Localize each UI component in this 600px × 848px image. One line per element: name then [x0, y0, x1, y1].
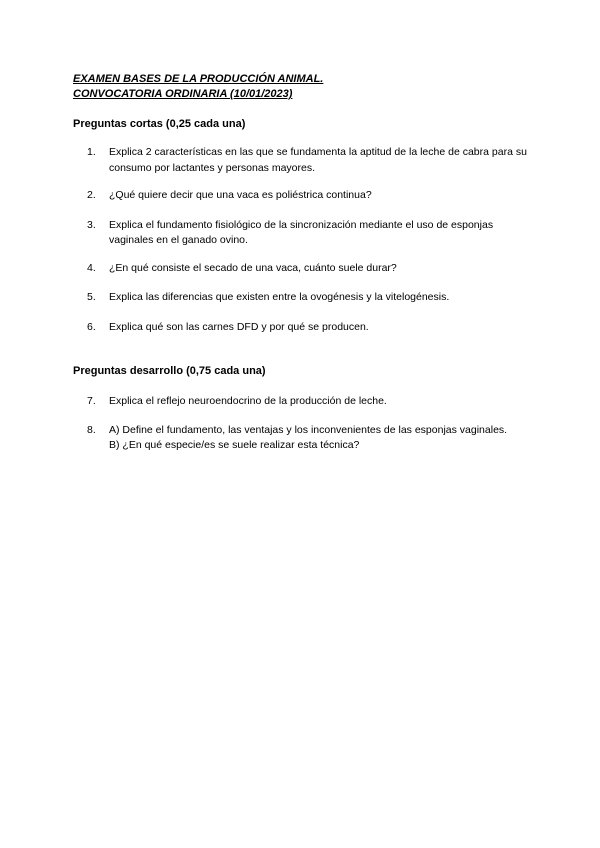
- question-number: 8.: [87, 423, 96, 436]
- question-1: [73, 145, 533, 176]
- question-text: ¿En qué consiste el secado de una vaca, cuánto suele durar?: [109, 261, 397, 274]
- question-text: Explica 2 características en las que se fundamenta la aptitud de la leche de cabra para su consumo por lactantes y personas mayores.: [109, 146, 527, 174]
- question-part-a: A) Define el fundamento, las ventajas y los inconvenientes de las esponjas vaginales.: [109, 423, 508, 436]
- question-number: 2.: [87, 189, 96, 201]
- exam-title-line-2: CONVOCATORIA ORDINARIA (10/01/2023): [73, 88, 293, 100]
- short-questions-list: [73, 145, 533, 335]
- question-3: [73, 218, 533, 249]
- question-number: 4.: [87, 261, 96, 274]
- question-2: [73, 188, 533, 204]
- question-4: [73, 261, 533, 277]
- question-number: 3.: [87, 218, 96, 231]
- question-text: [109, 423, 533, 454]
- question-6: [73, 320, 533, 336]
- question-7: [73, 394, 533, 410]
- question-number: 1.: [87, 146, 96, 158]
- question-text: Explica el fundamento fisiológico de la sincronización mediante el uso de esponjas vaginales en el ganado ovino.: [109, 218, 494, 246]
- question-5: [73, 290, 533, 306]
- short-questions-heading: Preguntas cortas (0,25 cada una): [73, 118, 246, 130]
- long-questions-heading: Preguntas desarrollo (0,75 cada una): [73, 365, 266, 377]
- exam-title: [73, 72, 533, 102]
- question-8: [73, 423, 533, 454]
- question-part-b: B) ¿En qué especie/es se suele realizar esta técnica?: [109, 439, 360, 451]
- question-text: Explica qué son las carnes DFD y por qué se producen.: [109, 320, 369, 333]
- question-number: 6.: [87, 320, 96, 333]
- long-questions-list: [73, 394, 533, 454]
- question-text: ¿Qué quiere decir que una vaca es poliéstrica continua?: [109, 189, 372, 201]
- question-text: Explica las diferencias que existen entre la ovogénesis y la vitelogénesis.: [109, 291, 450, 303]
- exam-title-line-1: EXAMEN BASES DE LA PRODUCCIÓN ANIMAL.: [73, 73, 324, 85]
- question-number: 5.: [87, 291, 96, 303]
- question-number: 7.: [87, 395, 96, 407]
- question-text: Explica el reflejo neuroendocrino de la producción de leche.: [109, 395, 387, 407]
